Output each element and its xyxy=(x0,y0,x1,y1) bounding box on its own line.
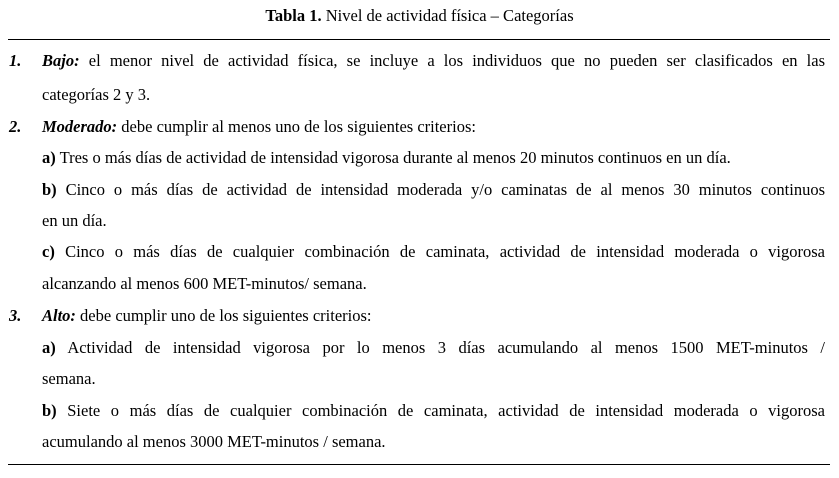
criterion-2b-letter: b) xyxy=(42,180,57,199)
criterion-3a-text: Actividad de intensidad vigorosa por lo menos 3 días acumulando al menos 1500 MET-minutos / xyxy=(67,338,825,357)
criterion-2b-text: Cinco o más días de actividad de intensidad moderada y/o caminatas de al menos 30 minutos continuos xyxy=(65,180,825,199)
category-1-line-2: categorías 2 y 3. xyxy=(42,85,151,104)
criterion-2a-text: Tres o más días de actividad de intensidad vigorosa durante al menos 20 minutos continuos en un día. xyxy=(59,148,731,167)
caption-label: Tabla 1. xyxy=(265,6,322,25)
criterion-3a-line-2: semana. xyxy=(42,369,96,388)
criterion-2a xyxy=(42,148,731,168)
criterion-2c-letter: c) xyxy=(42,242,55,261)
category-number-2: 2. xyxy=(9,117,22,136)
criterion-3b-line-1 xyxy=(42,401,825,421)
criterion-2c-text: Cinco o más días de cualquier combinación de caminata, actividad de intensidad moderada o vigorosa xyxy=(65,242,825,261)
category-1-line-1 xyxy=(42,51,825,71)
category-1-text: el menor nivel de actividad física, se incluye a los individuos que no pueden ser clasificados en las xyxy=(88,51,825,70)
category-3-term: Alto: xyxy=(42,306,76,325)
criterion-2c-line-1 xyxy=(42,242,825,262)
bottom-rule xyxy=(8,464,830,465)
criterion-3b-letter: b) xyxy=(42,401,57,420)
caption-title: Nivel de actividad física – Categorías xyxy=(325,6,574,25)
category-2-intro: debe cumplir al menos uno de los siguientes criterios: xyxy=(121,117,476,136)
category-3-heading xyxy=(42,306,371,326)
criterion-3a-letter: a) xyxy=(42,338,56,357)
criterion-3a-line-1 xyxy=(42,338,825,358)
criterion-2b-line-2: en un día. xyxy=(42,211,107,230)
category-number-1: 1. xyxy=(9,51,22,70)
category-2-heading xyxy=(42,117,476,137)
criterion-2a-letter: a) xyxy=(42,148,56,167)
category-1-term: Bajo: xyxy=(42,51,80,70)
criterion-2c-line-2: alcanzando al menos 600 MET-minutos/ semana. xyxy=(42,274,367,293)
criterion-3b-text: Siete o más días de cualquier combinación de caminata, actividad de intensidad moderada o vigorosa xyxy=(67,401,825,420)
category-2-term: Moderado: xyxy=(42,117,118,136)
table-caption xyxy=(0,6,839,26)
category-number-3: 3. xyxy=(9,306,22,325)
top-rule xyxy=(8,39,830,40)
criterion-2b-line-1 xyxy=(42,180,825,200)
criterion-3b-line-2: acumulando al menos 3000 MET-minutos / semana. xyxy=(42,432,386,451)
category-3-intro: debe cumplir uno de los siguientes criterios: xyxy=(80,306,372,325)
